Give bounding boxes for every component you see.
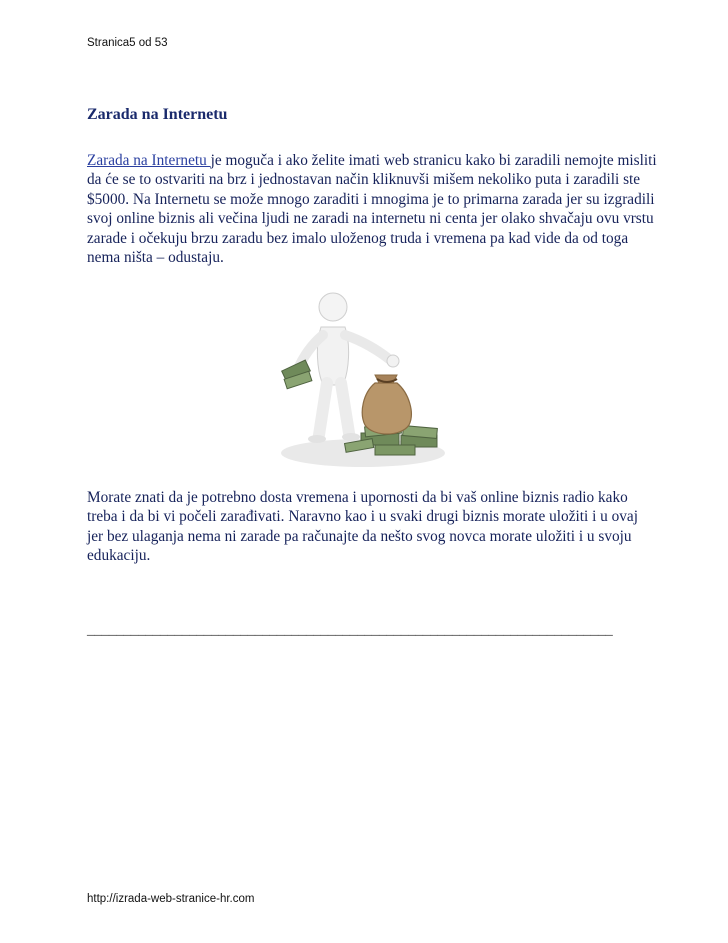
money-figure-illustration <box>263 285 463 477</box>
footer-url: http://izrada-web-stranice-hr.com <box>87 893 255 905</box>
article-title: Zarada na Internetu <box>87 106 228 123</box>
money-in-hand-icon <box>282 360 312 389</box>
second-paragraph: Morate znati da je potrebno dosta vremena i upornosti da bi vaš online biznis radio kako treba i da bi vi počeli zarađivati. Naravno kao i u svaki drugi biznis morate uložiti i u ovaj jer bez ulaganja nema ni zarade pa računajte da nešto svog novca morate uložiti i u svoju edukaciju. <box>87 489 638 565</box>
white-figure-with-money-icon <box>263 285 463 477</box>
zarada-link[interactable]: Zarada na Internetu <box>87 152 211 169</box>
separator-line: ________________________________________________________________________ <box>87 622 613 638</box>
page-number-header: Stranica5 od 53 <box>87 37 168 49</box>
intro-paragraph <box>87 151 657 267</box>
intro-paragraph-text: je moguča i ako želite imati web stranicu kako bi zaradili nemojte misliti da će se to ostvariti na brz i jednostavan način kliknuvši mišem nekoliko puta i zaradili ste $5000. Na Internetu se može mnogo zaraditi i mnogima je to primarna zarada jer su izgradili svoj online biznis ali večina ljudi ne zaradi na internetu ni centa jer olako shvačaju ovu vrstu zarade i očekuju brzu zaradu bez imalo uloženog truda i vremena pa kad vide da od toga nema ništa – odustaju. <box>87 152 657 267</box>
money-bag-icon <box>362 375 411 434</box>
